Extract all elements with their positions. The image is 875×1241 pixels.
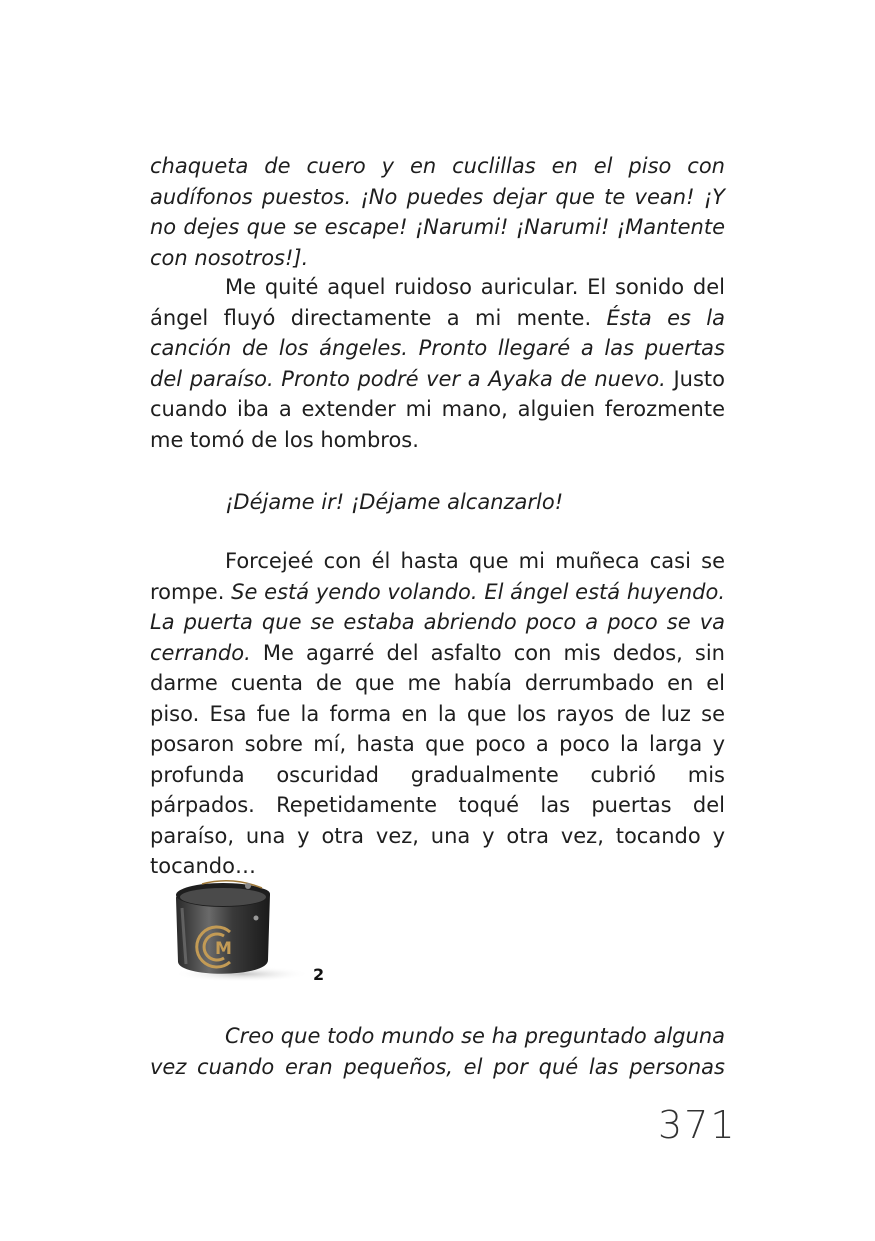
paragraph-auricular (150, 272, 725, 455)
body-text: Me quité aquel ruidoso auricular. El sonido del ángel fluyó directamente a mi mente. (150, 275, 725, 330)
body-text: Me agarré del asfalto con mis dedos, sin darme cuenta de que me había derrumbado en el piso. Esa fue la forma en la que los rayos de luz se posaron sobre mí, hasta que poco a poco la larga y profunda oscuridad gradualmente cubrió mis párpados. Repetidamente toqué las puertas del paraíso, una y otra vez, una y otra vez, tocando y tocando… (150, 640, 725, 878)
paragraph-dejame-ir (150, 487, 725, 518)
italic-text: ¡Déjame ir! ¡Déjame alcanzarlo! (225, 490, 564, 514)
paragraph-forcejee (150, 546, 725, 882)
italic-text: Creo que todo mundo se ha preguntado alguna vez cuando eran pequeños, el por qué las personas (150, 1024, 725, 1079)
body-text: Justo cuando iba a extender mi mano, alguien ferozmente me tomó de los hombros. (150, 366, 725, 452)
body-text: Forcejeé con él hasta que mi muñeca casi se rompe. (150, 549, 725, 604)
italic-text: Se está yendo volando. El ángel está huyendo. La puerta que se estaba abriendo poco a poco se va cerrando. (150, 579, 725, 665)
paragraph-creo (150, 1021, 725, 1082)
italic-text: chaqueta de cuero y en cuclillas en el piso con audífonos puestos. ¡No puedes dejar que te vean! ¡Y no dejes que se escape! ¡Narumi! ¡Narumi! ¡Mantente con nosotros!]. (150, 154, 725, 270)
paragraph-continuation (150, 151, 725, 273)
bracelet-icon (172, 878, 312, 983)
italic-text: Ésta es la canción de los ángeles. Pronto llegaré a las puertas del paraíso. Pronto podré ver a Ayaka de nuevo. (150, 305, 725, 391)
bracelet-logo-letter: M (215, 939, 232, 959)
page-number: 371 (658, 1103, 737, 1147)
footnote-marker: 2 (313, 965, 325, 984)
